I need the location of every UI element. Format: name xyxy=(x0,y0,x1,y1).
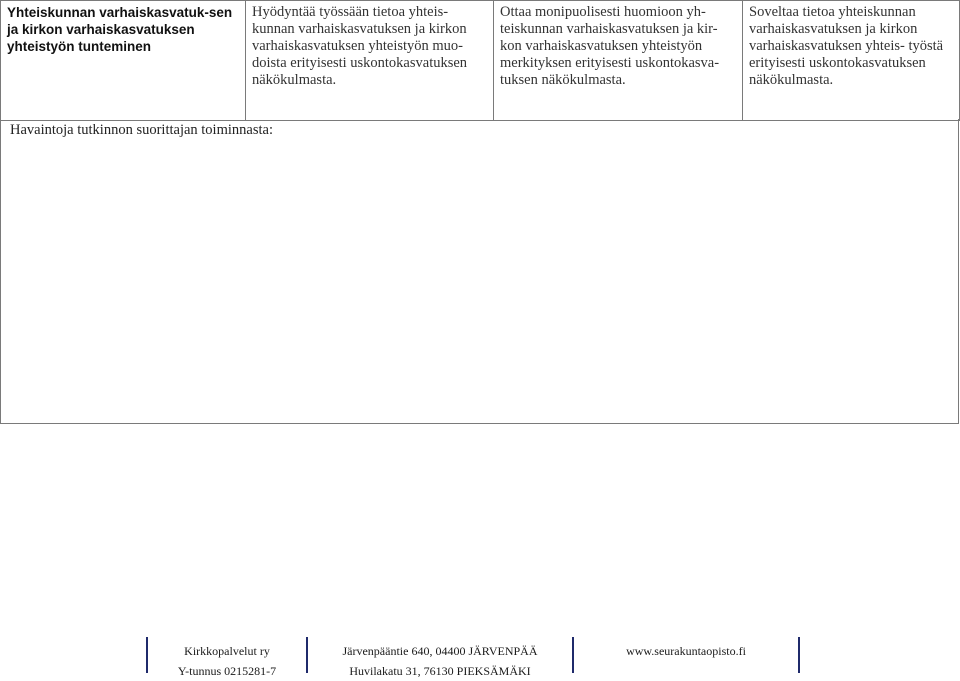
footer-divider xyxy=(572,637,574,673)
footer-address-pieksamaki: Huvilakatu 31, 76130 PIEKSÄMÄKI xyxy=(349,664,531,678)
criteria-level-good: Ottaa monipuolisesti huomioon yh-teiskunnan varhaiskasvatuksen ja kir-kon varhaiskasvatuksen yhteistyön merkityksen erityisesti uskontokasva-tuksen näkökulmasta. xyxy=(494,1,743,121)
criteria-row xyxy=(1,1,960,121)
assessment-criteria-table xyxy=(0,0,960,121)
footer-web xyxy=(576,641,796,661)
footer-divider xyxy=(798,637,800,673)
observations-label: Havaintoja tutkinnon suorittajan toiminnasta: xyxy=(10,122,273,138)
footer-divider xyxy=(146,637,148,673)
footer-organization xyxy=(150,641,304,681)
footer-divider xyxy=(306,637,308,673)
footer-website-link[interactable]: www.seurakuntaopisto.fi xyxy=(626,644,746,658)
observations-box xyxy=(0,119,959,424)
footer-org-name: Kirkkopalvelut ry xyxy=(184,644,270,658)
criteria-level-excellent: Soveltaa tietoa yhteiskunnan varhaiskasvatuksen ja kirkon varhaiskasvatuksen yhteis- työstä erityisesti uskontokasvatuksen näkökulmasta. xyxy=(743,1,960,121)
footer-business-id: Y-tunnus 0215281-7 xyxy=(177,664,277,678)
footer-address-jarvenpaa: Järvenpääntie 640, 04400 JÄRVENPÄÄ xyxy=(342,644,538,658)
criteria-level-satisfactory: Hyödyntää työssään tietoa yhteis-kunnan varhaiskasvatuksen ja kirkon varhaiskasvatuksen yhteistyön muo-doista erityisesti uskontokasvatuksen näkökulmasta. xyxy=(246,1,494,121)
footer-addresses xyxy=(310,641,570,681)
assessment-area-title: Yhteiskunnan varhaiskasvatuk-sen ja kirkon varhaiskasvatuksen yhteistyön tunteminen xyxy=(1,1,246,121)
page-footer xyxy=(0,637,960,678)
